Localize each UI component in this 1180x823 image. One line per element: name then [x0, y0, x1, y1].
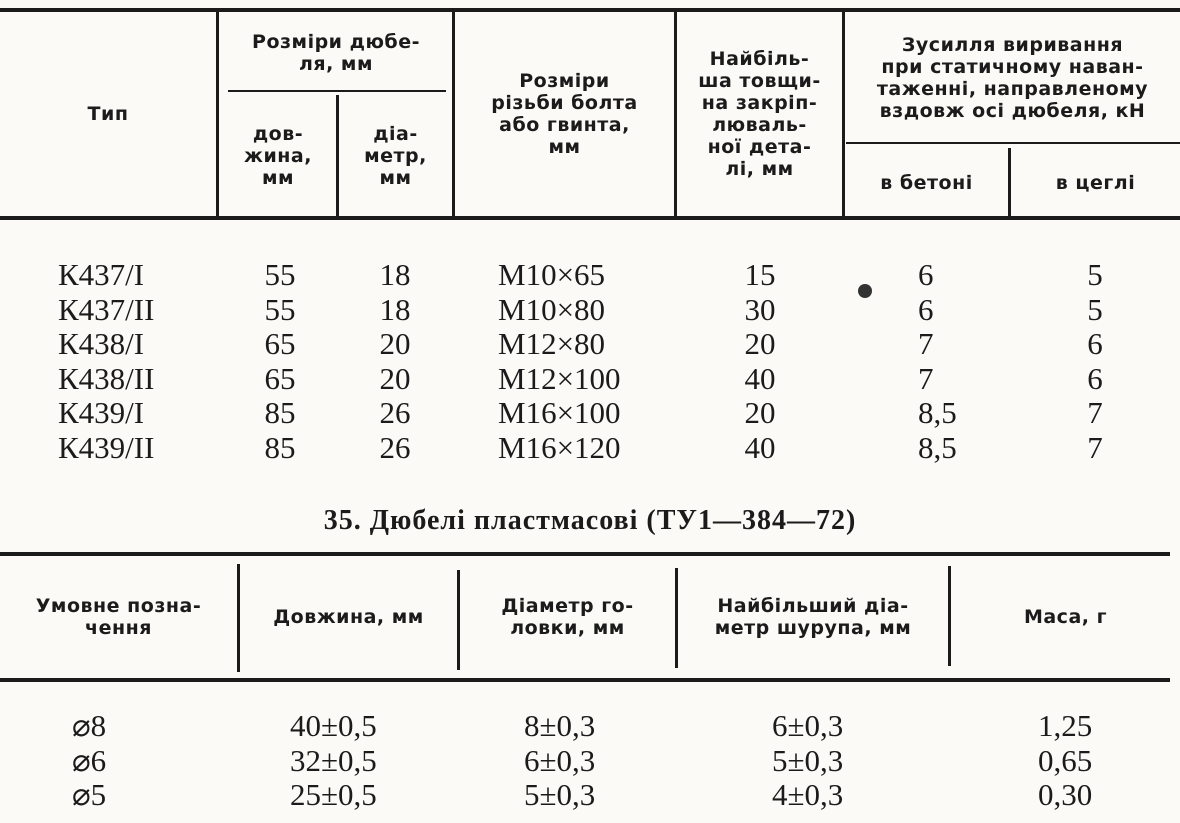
- cell-length: 40±0,5: [290, 708, 377, 743]
- column-concrete: [918, 258, 998, 465]
- cell-mass: 1,25: [1038, 708, 1093, 743]
- cell-length: 65: [264, 326, 296, 361]
- cell-thread: М16×120: [498, 429, 621, 465]
- header-type: Тип: [87, 103, 129, 125]
- cell-head-diameter: 5±0,3: [524, 777, 596, 812]
- cell-diameter: 20: [379, 326, 411, 361]
- cell-diameter: 26: [379, 395, 411, 430]
- cell-brick: 7: [1087, 429, 1103, 465]
- header-designation: Умовне позна- чення: [35, 595, 202, 639]
- cell-brick: 7: [1087, 395, 1103, 430]
- cell-diameter: 26: [379, 429, 411, 465]
- header-length: Довжина, мм: [273, 606, 424, 628]
- header-thickness: Найбіль- ша товщи- на закріп- люваль- ної дета- лі, мм: [698, 48, 821, 180]
- cell-thread: М12×100: [498, 360, 621, 396]
- column-thread: [498, 258, 668, 465]
- cell-thickness: 15: [744, 257, 776, 292]
- column-length: [290, 709, 450, 813]
- column-diameter: [355, 258, 435, 465]
- cell-length: 55: [264, 257, 296, 292]
- cell-length: 32±0,5: [290, 742, 377, 778]
- cell-brick: 5: [1087, 257, 1103, 292]
- column-screw-diameter: [772, 709, 912, 813]
- cell-screw-diameter: 6±0,3: [772, 708, 844, 743]
- header-screw-diameter: Найбільший діа- метр шурупа, мм: [714, 595, 912, 639]
- cell-concrete: 7: [918, 360, 934, 396]
- cell-diameter: 18: [379, 291, 411, 327]
- header-length: дов- жина, мм: [244, 123, 312, 189]
- column-designation: [72, 709, 192, 813]
- cell-diameter: 20: [379, 360, 411, 396]
- table-1-subheader-rule: [228, 90, 446, 92]
- cell-screw-diameter: 5±0,3: [772, 742, 844, 778]
- column-length: [240, 258, 320, 465]
- table-1-header-bottom-rule: [0, 216, 1180, 220]
- cell-brick: 6: [1087, 360, 1103, 396]
- header-concrete: в бетоні: [880, 172, 973, 194]
- cell-thickness: 30: [744, 291, 776, 327]
- header-mass: Маса, г: [1023, 606, 1108, 628]
- cell-screw-diameter: 4±0,3: [772, 777, 844, 812]
- header-force-group: Зусилля виривання при статичному наван- таженні, направленому вздовж осі дюбеля, кН: [876, 34, 1149, 122]
- cell-head-diameter: 6±0,3: [524, 742, 596, 778]
- cell-designation: ⌀8: [72, 708, 107, 743]
- cell-concrete: 6: [918, 257, 934, 292]
- cell-head-diameter: 8±0,3: [524, 708, 596, 743]
- cell-brick: 6: [1087, 326, 1103, 361]
- table-1-divider: [216, 12, 219, 216]
- column-head-diameter: [524, 709, 664, 813]
- cell-brick: 5: [1087, 291, 1103, 327]
- column-brick: [1060, 258, 1130, 465]
- cell-concrete: 6: [918, 291, 934, 327]
- table-1-subheader-rule: [846, 142, 1180, 144]
- cell-type: К438/II: [58, 360, 155, 396]
- header-diameter: діа- метр, мм: [364, 123, 427, 189]
- cell-mass: 0,65: [1038, 742, 1093, 778]
- cell-type: К437/II: [58, 291, 155, 327]
- cell-thickness: 20: [744, 326, 776, 361]
- table-2-top-rule: [0, 552, 1170, 556]
- cell-length: 55: [264, 291, 296, 327]
- header-dimensions-group: Розміри дюбе- ля, мм: [252, 31, 420, 75]
- cell-type: К437/I: [58, 257, 145, 292]
- cell-designation: ⌀6: [72, 742, 107, 778]
- cell-length: 25±0,5: [290, 777, 377, 812]
- cell-designation: ⌀5: [72, 777, 107, 812]
- cell-thickness: 40: [744, 429, 776, 465]
- cell-diameter: 18: [379, 257, 411, 292]
- cell-mass: 0,30: [1038, 777, 1093, 812]
- cell-thread: М10×80: [498, 291, 606, 327]
- cell-thread: М12×80: [498, 326, 606, 361]
- cell-concrete: 7: [918, 326, 934, 361]
- cell-length: 65: [264, 360, 296, 396]
- cell-thread: М10×65: [498, 257, 606, 292]
- header-head-diameter: Діаметр го- ловки, мм: [501, 595, 634, 639]
- cell-type: К439/II: [58, 429, 155, 465]
- table-2-header-bottom-rule: [0, 678, 1170, 682]
- table-2-caption: 35. Дюбелі пластмасові (ТУ1—384—72): [323, 505, 857, 536]
- cell-length: 85: [264, 395, 296, 430]
- ink-blot: [858, 284, 872, 298]
- header-thread: Розміри різьби болта або гвинта, мм: [491, 70, 638, 158]
- column-thickness: [720, 258, 800, 465]
- header-brick: в цеглі: [1055, 172, 1136, 194]
- cell-thread: М16×100: [498, 395, 621, 430]
- column-type: [58, 258, 218, 465]
- cell-concrete: 8,5: [918, 395, 957, 430]
- cell-thickness: 40: [744, 360, 776, 396]
- cell-type: К439/I: [58, 395, 145, 430]
- cell-type: К438/I: [58, 326, 145, 361]
- column-mass: [1038, 709, 1148, 813]
- cell-concrete: 8,5: [918, 429, 957, 465]
- cell-thickness: 20: [744, 395, 776, 430]
- cell-length: 85: [264, 429, 296, 465]
